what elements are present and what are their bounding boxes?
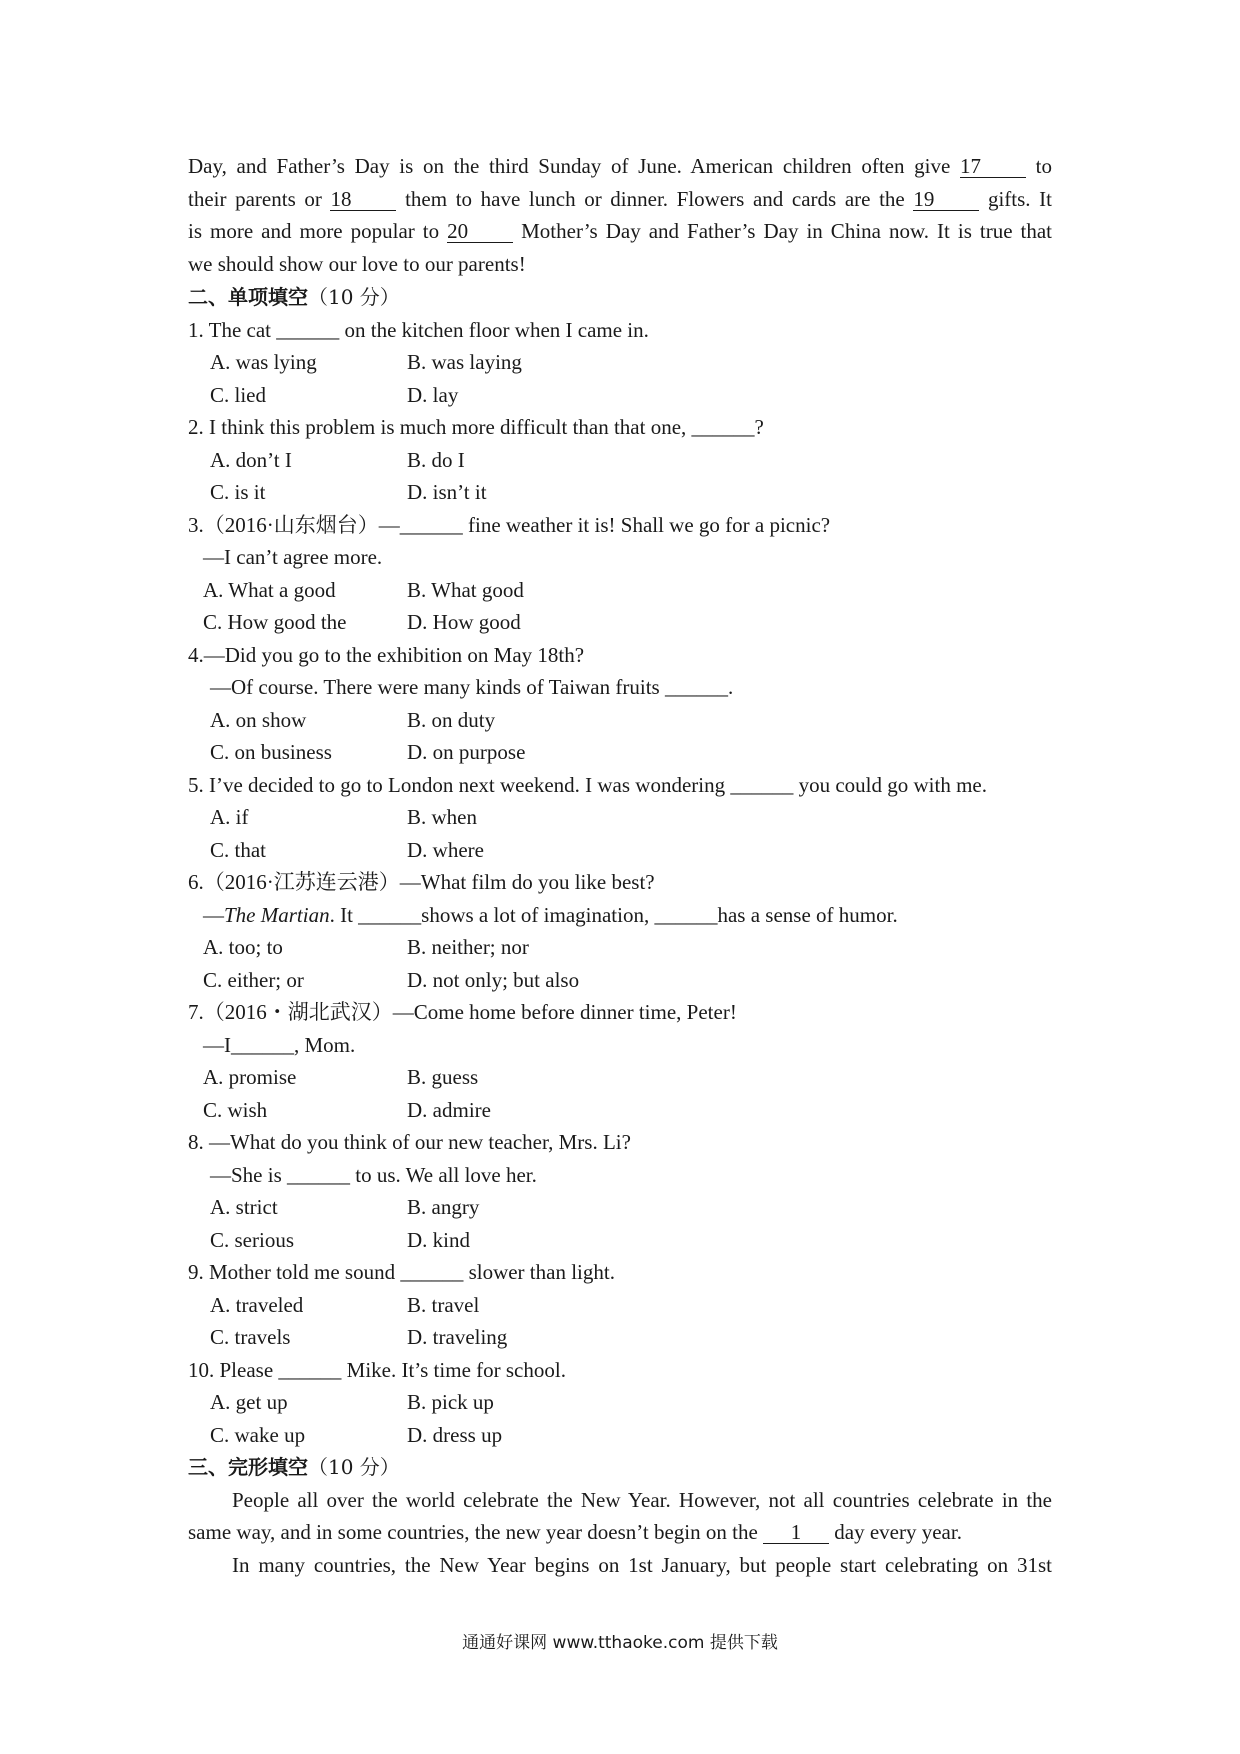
option: D. kind: [407, 1228, 470, 1252]
option: C. that: [210, 838, 266, 862]
option: B. pick up: [407, 1390, 494, 1414]
option: B. What good: [407, 578, 524, 602]
option: D. on purpose: [407, 740, 526, 764]
film-title: The Martian: [224, 903, 330, 927]
question-stem: 4.—Did you go to the exhibition on May 18th?: [188, 643, 585, 667]
option: C. travels: [210, 1325, 291, 1349]
passage-line: People all over the world celebrate the New Year. However, not all countries celebrate in the: [232, 1488, 1052, 1512]
option: D. not only; but also: [407, 968, 580, 992]
option: A. if: [210, 805, 249, 829]
blank-1: 1: [763, 1521, 829, 1544]
question-stem: 2. I think this problem is much more difficult than that one, ______?: [188, 415, 764, 439]
option: A. traveled: [210, 1293, 304, 1317]
section-heading: 三、完形填空（10 分）: [188, 1455, 400, 1479]
question-stem: 10. Please ______ Mike. It’s time for school.: [188, 1358, 566, 1382]
option: A. promise: [203, 1065, 297, 1089]
option: B. on duty: [407, 708, 496, 732]
option: B. do I: [407, 448, 465, 472]
passage-line: In many countries, the New Year begins on 1st January, but people start celebrating on 31st: [232, 1553, 1052, 1577]
option: A. too; to: [203, 935, 283, 959]
question-stem-reply: —I______, Mom.: [203, 1033, 356, 1057]
option: A. get up: [210, 1390, 288, 1414]
question-stem: 8. —What do you think of our new teacher, Mrs. Li?: [188, 1130, 631, 1154]
question-stem: 1. The cat ______ on the kitchen floor when I came in.: [188, 318, 649, 342]
option: D. traveling: [407, 1325, 508, 1349]
passage-line: we should show our love to our parents!: [188, 252, 526, 276]
option: A. don’t I: [210, 448, 292, 472]
question-stem-reply: —I can’t agree more.: [203, 545, 383, 569]
passage-line: is more and more popular to 20 Mother’s Day and Father’s Day in China now. It is true that: [188, 219, 1053, 243]
option: D. where: [407, 838, 484, 862]
blank-20: 20: [447, 220, 513, 243]
option: B. angry: [407, 1195, 480, 1219]
question-stem-reply: —The Martian. It ______shows a lot of imagination, ______has a sense of humor.: [203, 903, 898, 927]
option: C. How good the: [203, 610, 347, 634]
option: C. wish: [203, 1098, 268, 1122]
question-stem: 7.（2016・湖北武汉）—Come home before dinner time, Peter!: [188, 1000, 737, 1024]
question-stem: 5. I’ve decided to go to London next weekend. I was wondering ______ you could go with me.: [188, 773, 987, 797]
option: D. admire: [407, 1098, 491, 1122]
option: D. How good: [407, 610, 521, 634]
option: A. What a good: [203, 578, 336, 602]
option: C. either; or: [203, 968, 304, 992]
option: A. was lying: [210, 350, 317, 374]
blank-17: 17: [960, 155, 1026, 178]
option: C. on business: [210, 740, 332, 764]
option: C. is it: [210, 480, 266, 504]
question-stem: 6.（2016·江苏连云港）—What film do you like best?: [188, 870, 655, 894]
option: D. dress up: [407, 1423, 503, 1447]
question-stem-reply: —Of course. There were many kinds of Taiwan fruits ______.: [210, 675, 734, 699]
option: B. was laying: [407, 350, 522, 374]
option: C. serious: [210, 1228, 294, 1252]
option: B. when: [407, 805, 477, 829]
blank-18: 18: [330, 188, 396, 211]
option: D. isn’t it: [407, 480, 487, 504]
option: C. lied: [210, 383, 266, 407]
passage-line: same way, and in some countries, the new year doesn’t begin on the 1 day every year.: [188, 1520, 962, 1544]
blank-19: 19: [913, 188, 979, 211]
option: A. on show: [210, 708, 307, 732]
option: D. lay: [407, 383, 459, 407]
footer-watermark: 通通好课网 www.tthaoke.com 提供下载: [462, 1633, 778, 1653]
option: B. guess: [407, 1065, 479, 1089]
option: A. strict: [210, 1195, 278, 1219]
passage-line: Day, and Father’s Day is on the third Sunday of June. American children often give 17 to: [188, 154, 1052, 178]
passage-line: their parents or 18 them to have lunch or dinner. Flowers and cards are the 19 gifts. It: [188, 187, 1053, 211]
option: B. neither; nor: [407, 935, 529, 959]
section-heading: 二、单项填空（10 分）: [188, 285, 400, 309]
question-stem: 3.（2016·山东烟台）—______ fine weather it is! Shall we go for a picnic?: [188, 513, 831, 537]
option: B. travel: [407, 1293, 480, 1317]
question-stem: 9. Mother told me sound ______ slower than light.: [188, 1260, 615, 1284]
option: C. wake up: [210, 1423, 306, 1447]
question-stem-reply: —She is ______ to us. We all love her.: [210, 1163, 537, 1187]
